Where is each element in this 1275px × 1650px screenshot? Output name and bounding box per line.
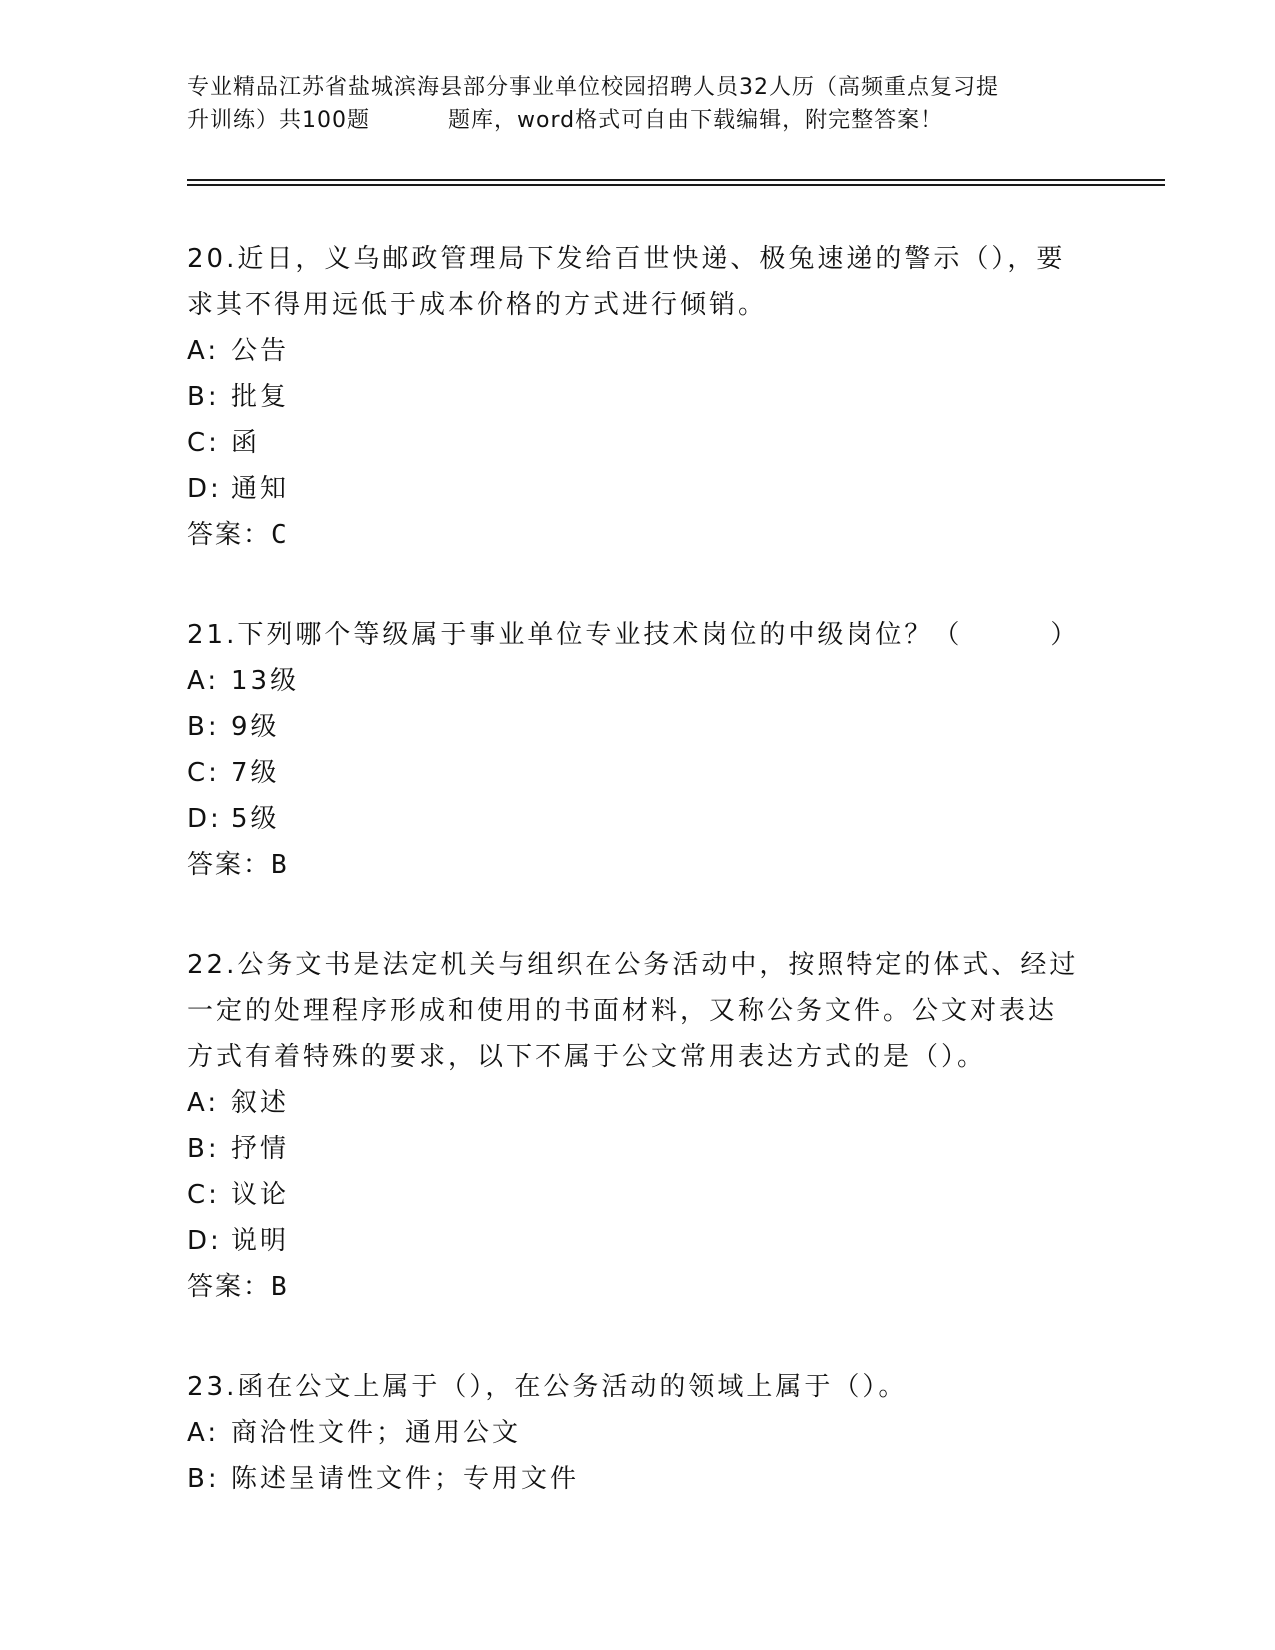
answer-label: 答案：	[187, 520, 272, 550]
answer-label: 答案：	[187, 1272, 272, 1302]
option-a	[187, 1410, 1082, 1456]
header-line-2-part-1: 升训练）共100题	[187, 108, 370, 133]
option-text: 5级	[231, 804, 280, 834]
option-label: B:	[187, 1134, 220, 1164]
question-list	[187, 236, 1082, 1556]
header-line-1: 专业精品江苏省盐城滨海县部分事业单位校园招聘人员32人历（高频重点复习提	[187, 75, 999, 100]
option-b	[187, 704, 1082, 750]
header-rule-top	[187, 179, 1165, 181]
answer-line	[187, 842, 1082, 888]
option-text: 陈述呈请性文件；专用文件	[231, 1464, 580, 1494]
answer-value: C	[271, 520, 289, 550]
option-c	[187, 1172, 1082, 1218]
option-c	[187, 750, 1082, 796]
option-b	[187, 374, 1082, 420]
answer-value: B	[271, 850, 289, 880]
option-label: D:	[187, 804, 222, 834]
option-text: 议论	[231, 1180, 290, 1210]
option-text: 叙述	[231, 1088, 290, 1118]
option-d	[187, 796, 1082, 842]
option-a	[187, 1080, 1082, 1126]
option-label: D:	[187, 1226, 222, 1256]
option-b	[187, 1126, 1082, 1172]
option-label: A:	[187, 666, 220, 696]
option-label: B:	[187, 712, 220, 742]
option-label: B:	[187, 1464, 220, 1494]
document-header	[187, 71, 1077, 137]
option-text: 商洽性文件；通用公文	[231, 1418, 522, 1448]
option-label: C:	[187, 428, 220, 458]
answer-value: B	[271, 1272, 289, 1302]
answer-label: 答案：	[187, 850, 272, 880]
option-a	[187, 328, 1082, 374]
option-text: 7级	[231, 758, 280, 788]
option-label: B:	[187, 382, 220, 412]
answer-line	[187, 512, 1082, 558]
option-a	[187, 658, 1082, 704]
option-b	[187, 1456, 1082, 1502]
header-line-2	[187, 104, 1077, 137]
option-label: A:	[187, 336, 220, 366]
option-text: 批复	[231, 382, 290, 412]
option-label: C:	[187, 1180, 220, 1210]
answer-line	[187, 1264, 1082, 1310]
option-text: 抒情	[231, 1134, 290, 1164]
question-22	[187, 942, 1082, 1310]
option-text: 9级	[231, 712, 280, 742]
question-stem: 20.近日，义乌邮政管理局下发给百世快递、极兔速递的警示（），要求其不得用远低于成本价格的方式进行倾销。	[187, 244, 1066, 320]
option-text: 公告	[231, 336, 290, 366]
question-21	[187, 612, 1082, 888]
option-d	[187, 1218, 1082, 1264]
question-23	[187, 1364, 1082, 1502]
option-label: D:	[187, 474, 222, 504]
option-text: 13级	[231, 666, 300, 696]
header-line-2-part-2: 题库，word格式可自由下载编辑，附完整答案！	[448, 108, 944, 133]
option-text: 通知	[231, 474, 290, 504]
question-stem: 22.公务文书是法定机关与组织在公务活动中，按照特定的体式、经过一定的处理程序形成和使用的书面材料，又称公务文件。公文对表达方式有着特殊的要求，以下不属于公文常用表达方式的是（）。	[187, 950, 1079, 1072]
option-label: C:	[187, 758, 220, 788]
option-d	[187, 466, 1082, 512]
header-rule-bottom	[187, 184, 1165, 186]
option-text: 函	[231, 428, 261, 458]
option-c	[187, 420, 1082, 466]
question-stem-text: 21.下列哪个等级属于事业单位专业技术岗位的中级岗位？（	[187, 620, 963, 650]
option-label: A:	[187, 1088, 220, 1118]
question-stem	[187, 612, 1082, 658]
question-stem-close: ）	[1050, 620, 1080, 650]
question-stem: 23.函在公文上属于（），在公务活动的领域上属于（）。	[187, 1372, 908, 1402]
option-text: 说明	[231, 1226, 290, 1256]
option-label: A:	[187, 1418, 220, 1448]
question-20	[187, 236, 1082, 558]
